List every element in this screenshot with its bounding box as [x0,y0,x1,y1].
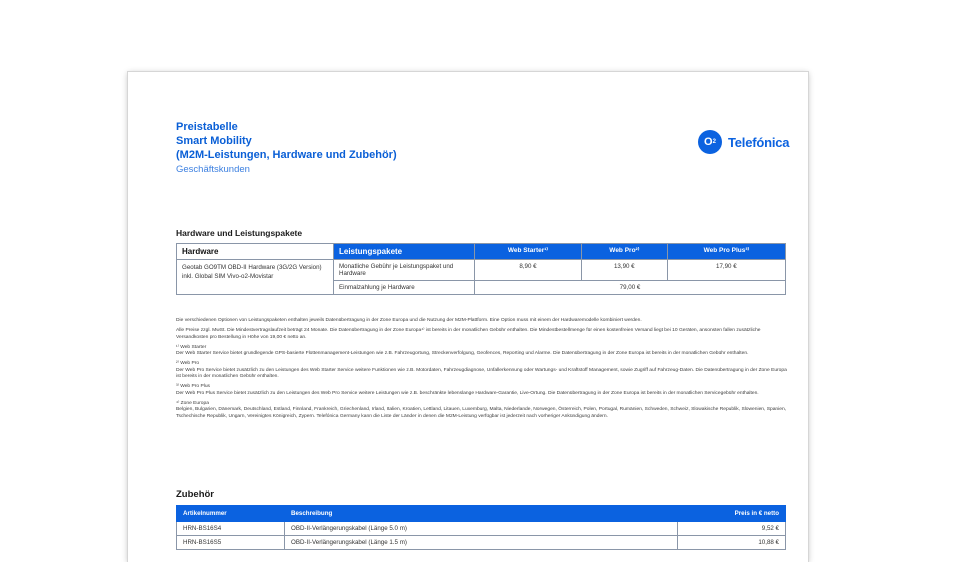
table-header-row [177,244,786,260]
footnote-text: Der Web Pro Service bietet zusätzlich zu den Leistungen des Web Starter Service weitere Funktionen wie z.B. Motordaten, Fahrzeugdiagnose, Unfallerkennung oder Wartungs- und Kraftstoff Management, sowie Zugriff auf Fahrzeug-Daten. Die Datenübertragung in der Zone Europa ist bereits in der monatlichen Gebühr enthalten. [176,367,787,380]
price-cell: 17,90 € [667,260,785,281]
hardware-price-table [176,243,786,295]
document-header [176,120,397,176]
footnote-title: ³⁾ Web Pro Plus [176,384,210,390]
footnote-text: Belgien, Bulgarien, Dänemark, Deutschland, Estland, Finnland, Frankreich, Griechenland, Irland, Italien, Kroatien, Lettland, Litauen, Luxemburg, Malta, Niederlande, Norwegen, Österreich, Polen, Portugal, Rumänien, Schweden, Schweiz, Slowakische Republik, Slowenien, Spanien, Tschechische Republik, Ungarn, Vereinigtes Königreich, Zypern. Telefónica Germany kann die Liste der Länder in denen die M2M-Leistung verfügbar ist jederzeit nach vorheriger Ankündigung ändern. [176,407,787,419]
document-page [128,72,808,562]
article-number-cell: HRN-BS16S5 [177,536,285,550]
title-line-1: Preistabelle [176,121,238,133]
accessories-table [176,505,786,550]
footnote-text: Der Web Pro Plus Service bietet zusätzlich zu den Leistungen des Web Pro Service weitere Leistungen wie z.B. beschränkte lebenslange Hardware-Garantie, Live-Ortung. Die Datenübertragung in der Zone Europa ist bereits in der monatlichen Servicegebühr enthalten. [176,390,759,396]
table-row [177,536,786,550]
brand-logo [698,130,789,154]
hardware-name-cell: Geotab GO9TM OBD-II Hardware (3G/2G Version) inkl. Global SIM Vivo-o2-Movistar [177,260,334,295]
price-cell: 9,52 € [678,522,786,536]
footnote-text: Der Web Starter Service bietet grundlegende GPS-basierte Flottenmanagement-Leistungen wie z.B. Fahrzeugortung, Streckenverfolgung, Geofences, Reporting und Alarme. Die Datenübertragung in der Zone Europa ist bereits in der monatlichen Gebühr enthalten. [176,351,749,357]
o2-logo-icon [698,130,722,154]
col-header-article-number: Artikelnummer [177,506,285,522]
col-header-packages: Leistungspakete [334,244,475,260]
footnote-title: ⁴⁾ Zone Europa [176,400,209,406]
col-header-plan: Web Pro Plus³⁾ [667,244,785,260]
price-cell: 79,00 € [475,281,786,295]
row-label: Einmalzahlung je Hardware [334,281,475,295]
col-header-plan: Web Pro²⁾ [581,244,667,260]
table-row [177,522,786,536]
col-header-description: Beschreibung [285,506,678,522]
price-cell: 13,90 € [581,260,667,281]
logo-mark-sub: 2 [712,139,716,145]
price-cell: 10,88 € [678,536,786,550]
notes-block [176,318,788,424]
section-title-hardware: Hardware und Leistungspakete [176,228,303,238]
col-header-price: Preis in € netto [678,506,786,522]
table-row [177,260,786,281]
row-label: Monatliche Gebühr je Leistungspaket und Hardware [334,260,475,281]
description-cell: OBD-II-Verlängerungskabel (Länge 1.5 m) [285,536,678,550]
price-cell: 8,90 € [475,260,582,281]
title-line-2: Smart Mobility [176,135,252,147]
footnote-title: ²⁾ Web Pro [176,361,200,367]
article-number-cell: HRN-BS16S4 [177,522,285,536]
col-header-plan: Web Starter¹⁾ [475,244,582,260]
title-line-3: (M2M-Leistungen, Hardware und Zubehör) [176,149,397,161]
brand-name: Telefónica [728,134,790,150]
note-paragraph: Die verschiedenen Optionen von Leistungspaketen enthalten jeweils Datenübertragung in der Zone Europa und die Nutzung der M2M-Plattform. Eine Option muss mit einem der Hardwaremodelle kombiniert werden. [176,318,642,323]
table-header-row [177,506,786,522]
note-paragraph: Alle Preise zzgl. MwSt. Die Mindestvertragslaufzeit beträgt 24 Monate. Die Datenübertragung in der Zone Europa⁴⁾ ist bereits in der monatlichen Gebühr enthalten. Die Mindestbestellmenge für einen kostenfreien Versand liegt bei 10 Geräten, ansonsten fallen zusätzliche Versandkosten pro Bestellung in Höhe von 19,00 € netto an. [176,328,761,340]
col-header-hardware: Hardware [177,244,334,260]
description-cell: OBD-II-Verlängerungskabel (Länge 5.0 m) [285,522,678,536]
footnote-title: ¹⁾ Web Starter [176,344,207,350]
section-title-accessories: Zubehör [176,489,214,500]
logo-mark-letter: O [704,135,713,148]
customer-segment: Geschäftskunden [176,164,250,175]
